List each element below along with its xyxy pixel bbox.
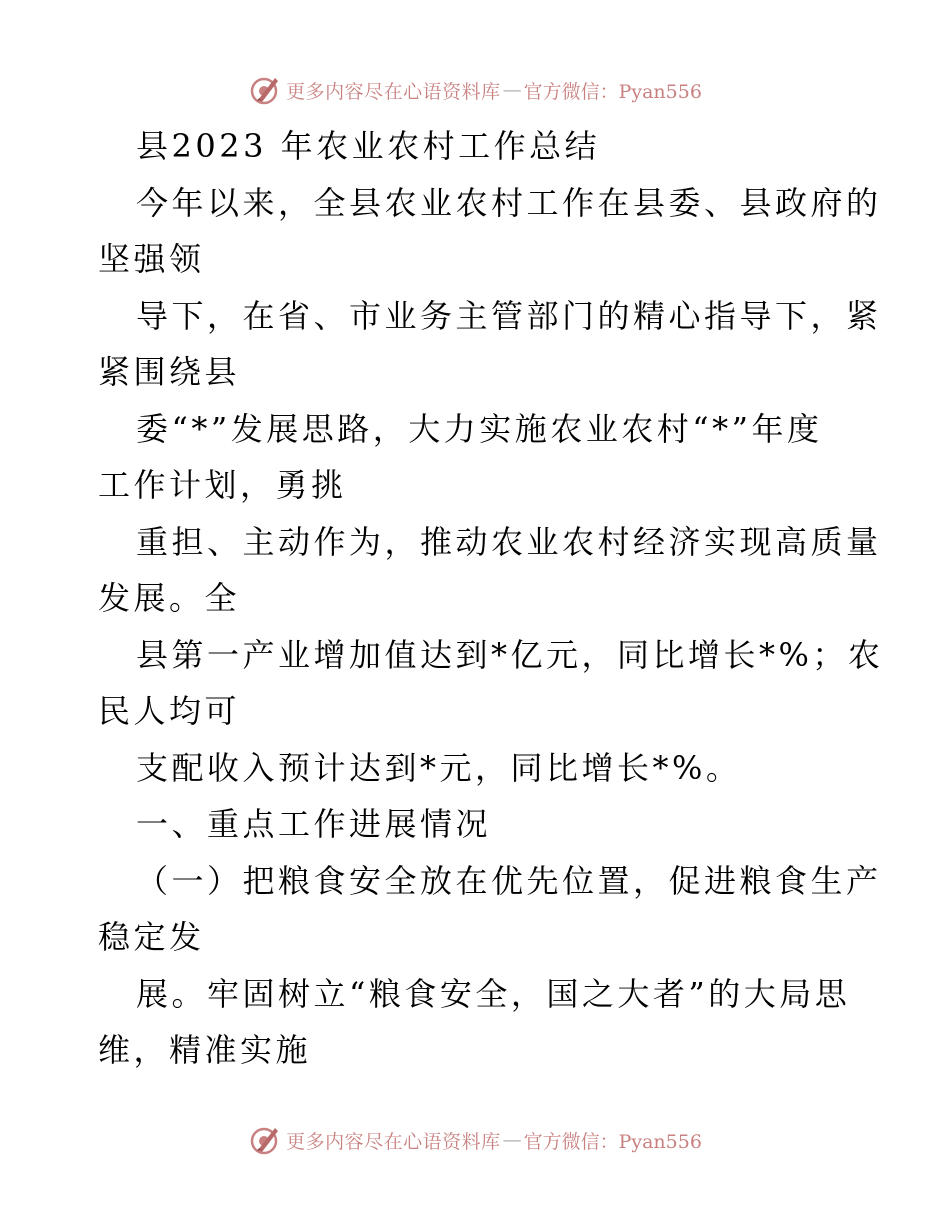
text-line: 民人均可 xyxy=(98,692,241,730)
text-line: 稳定发 xyxy=(98,918,205,956)
watermark-separator: — xyxy=(502,1129,522,1151)
text-line: 县第一产业增加值达到*亿元，同比增长*%；农 xyxy=(136,635,884,674)
subsection-heading: （一）把粮食安全放在优先位置，促进粮食生产 xyxy=(136,861,882,900)
text-line: 维，精准实施 xyxy=(98,1031,312,1069)
watermark-contact: 官方微信：Pyan556 xyxy=(523,80,702,103)
watermark-separator: — xyxy=(502,79,522,101)
text-line: 展。牢固树立“粮食安全，国之大者”的大局思 xyxy=(136,974,851,1013)
watermark-text: 更多内容尽在心语资料库 xyxy=(286,1130,501,1153)
section-heading: 一、重点工作进展情况 xyxy=(136,805,492,843)
pen-circle-logo-icon xyxy=(248,74,280,106)
text-line: 紧围绕县 xyxy=(98,353,241,391)
pen-circle-logo-icon xyxy=(248,1124,280,1156)
watermark-text: 更多内容尽在心语资料库 xyxy=(286,80,501,103)
watermark-banner-bottom xyxy=(0,1120,950,1160)
text-line: 委“*”发展思路，大力实施农业农村“*”年度 xyxy=(136,409,823,448)
watermark-banner-top xyxy=(0,70,950,110)
text-line: 发展。全 xyxy=(98,579,241,617)
document-body xyxy=(98,118,884,1079)
text-line: 重担、主动作为，推动农业农村经济实现高质量 xyxy=(136,522,882,561)
text-line: 支配收入预计达到*元，同比增长*%。 xyxy=(136,748,742,787)
text-line: 今年以来，全县农业农村工作在县委、县政府的 xyxy=(136,183,882,222)
text-line: 坚强领 xyxy=(98,240,205,278)
document-title: 县2023 年农业农村工作总结 xyxy=(136,127,601,165)
text-line: 导下，在省、市业务主管部门的精心指导下，紧 xyxy=(136,296,882,335)
watermark-contact: 官方微信：Pyan556 xyxy=(523,1130,702,1153)
text-line: 工作计划，勇挑 xyxy=(98,466,347,504)
